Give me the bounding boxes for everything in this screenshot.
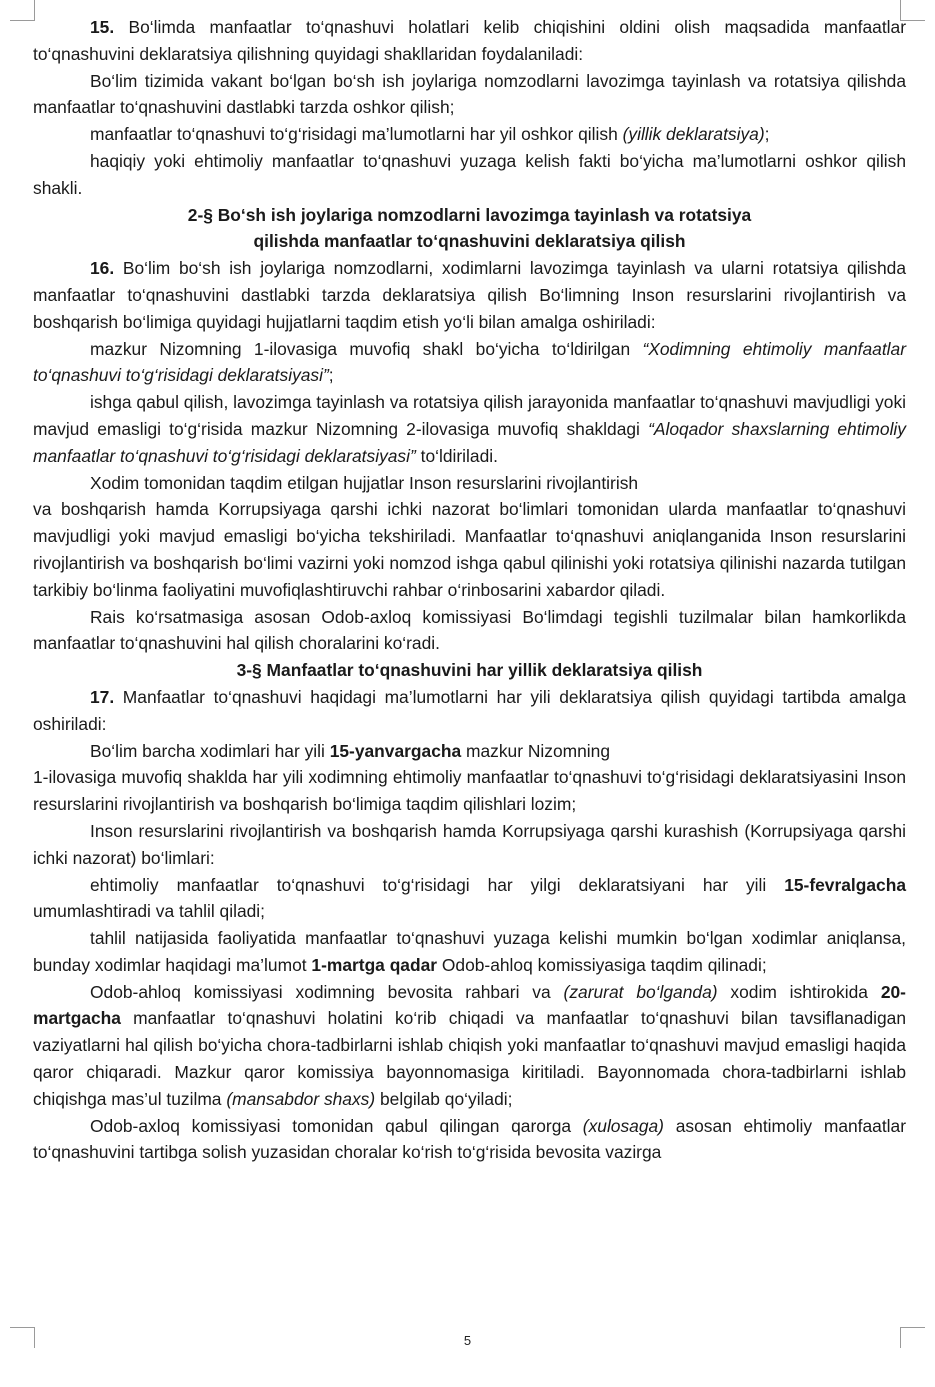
paragraph-tail: Odob-ahloq komissiyasiga taqdim qilinadi; (437, 954, 767, 975)
paragraph-17-deadline-continued: 1-ilovasiga muvofiq shaklda har yili xodimning ehtimoliy manfaatlar to‘qnashuvi to‘g‘risidagi deklaratsiyasini Inson resurslarini rivojlantirish va boshqarish bo‘limiga taqdim qilishlari lozim; (33, 767, 906, 815)
paragraph-16-item-declaration (33, 336, 906, 390)
section-heading-3: 3-§ Manfaatlar to‘qnashuvini har yillik deklaratsiya qilish (236, 660, 703, 681)
paragraph-17-summarize (33, 872, 906, 926)
italic-note: (zarurat bo‘lganda) (563, 981, 718, 1002)
paragraph-text: Bo‘lim barcha xodimlari har yili (90, 740, 330, 761)
paragraph-tail: asosan ehtimoliy manfaatlar to‘qnashuvini tartibga solish yuzasidan choralar ko‘rish to‘g‘risida bevosita vazirga (33, 1115, 907, 1163)
paragraph-tail: ; (764, 124, 770, 145)
paragraph-tail: ; (328, 365, 334, 386)
paragraph-15-item-fact: haqiqiy yoki ehtimoliy manfaatlar to‘qnashuvi yuzaga kelish fakti bo‘yicha ma’lumotlarni oshkor qilish shakli. (33, 150, 906, 198)
section-heading-line-2: qilishda manfaatlar to‘qnashuvini deklaratsiya qilish (253, 231, 686, 252)
paragraph-17-commission-review (33, 979, 906, 1113)
paragraph-text: ehtimoliy manfaatlar to‘qnashuvi to‘g‘risidagi har yilgi deklaratsiyani har yili (90, 874, 785, 895)
paragraph-text: ishga qabul qilish, lavozimga tayinlash va rotatsiya qilish jarayonida manfaatlar to‘qnashuvi mavjudligi yoki mavjud emasligi to‘g‘risida mazkur Nizomning 2-ilovasiga muvofiq shakldagi (33, 392, 906, 439)
paragraph-text: manfaatlar to‘qnashuvi holatini ko‘rib chiqadi va manfaatlar to‘qnashuvi bilan tavsiflanadigan vaziyatlarni hal qilish bo‘yicha chora-tadbirlarni ishlab chiqish yoki manfaatlar to‘qnashuvi mavjud emasligi haqida qaror chiqaradi. Mazkur qaror komissiya bayonnomasiga kiritiladi. Bayonnomada chora-tadbirlarni ishlab chiqishga mas’ul tuzilma (33, 1008, 906, 1109)
paragraph-17-deadline-first-line (33, 738, 906, 765)
paragraph-15 (33, 14, 906, 68)
paragraph-16-ethics-commission: Rais ko‘rsatmasiga asosan Odob-axloq komissiyasi Bo‘limdagi tegishli tuzilmalar bilan hamkorlikda manfaatlar to‘qnashuvini hal qilish choralarini ko‘radi. (33, 606, 906, 654)
paragraph-text: Manfaatlar to‘qnashuvi haqidagi ma’lumotlarni har yili deklaratsiya qilish quyidagi tartibda amalga oshiriladi: (33, 686, 906, 734)
deadline-bold: 1-martga qadar (311, 954, 438, 975)
paragraph-text: Bo‘lim bo‘sh ish joylariga nomzodlarni, xodimlarni lavozimga tayinlash va ularni rotatsiya qilishda manfaatlar to‘qnashuvini dastlabki tarzda deklaratsiya qilish Bo‘limning Inson resurslarini rivojlantirish va boshqarish bo‘limiga quyidagi hujjatlarni taqdim etish yo‘li bilan amalga oshiriladi: (33, 258, 906, 332)
italic-document-title: “Aloqador shaxslarning ehtimoliy manfaatlar to‘qnashuvi to‘g‘risidagi deklaratsiyasi” (33, 418, 906, 466)
italic-note: (xulosaga) (582, 1115, 664, 1136)
deadline-bold: 20-martgacha (33, 981, 906, 1029)
paragraph-15-item-annual (33, 121, 906, 148)
paragraph-text: Odob-ahloq komissiyasi xodimning bevosita rahbari va (90, 981, 564, 1002)
document-page (33, 14, 906, 1166)
italic-document-title: “Xodimning ehtimoliy manfaatlar to‘qnashuvi to‘g‘risidagi deklaratsiyasi” (33, 338, 906, 386)
page-number: 5 (463, 1333, 472, 1348)
deadline-bold: 15-fevralgacha (784, 874, 906, 895)
paragraph-17-decision (33, 1113, 906, 1167)
paragraph-tail: to‘ldiriladi. (415, 445, 498, 466)
paragraph-17-departments: Inson resurslarini rivojlantirish va boshqarish hamda Korrupsiyaga qarshi kurashish (Korrupsiyaga qarshi ichki nazorat) bo‘limlari: (33, 820, 906, 868)
paragraph-16 (33, 255, 906, 335)
paragraph-number: 16. (90, 258, 115, 279)
italic-note: (mansabdor shaxs) (226, 1088, 376, 1109)
paragraph-text: Odob-axloq komissiyasi tomonidan qabul qilingan qarorga (90, 1115, 583, 1136)
paragraph-text: mazkur Nizomning (461, 740, 611, 761)
paragraph-number: 15. (90, 17, 115, 37)
paragraph-text: mazkur Nizomning 1-ilovasiga muvofiq shakl bo‘yicha to‘ldirilgan (90, 338, 643, 359)
page-corner-mark-top-left (10, 0, 35, 21)
section-heading-line-1: 2-§ Bo‘sh ish joylariga nomzodlarni lavozimga tayinlash va rotatsiya (187, 204, 752, 225)
paragraph-tail: belgilab qo‘yiladi; (375, 1088, 513, 1109)
section-heading-2 (33, 202, 906, 256)
paragraph-16-verification-continued: va boshqarish hamda Korrupsiyaga qarshi ichki nazorat bo‘limlari tomonidan ularda manfaatlar to‘qnashuvi mavjudligi yoki mavjud emasligi bo‘yicha tekshiriladi. Manfaatlar to‘qnashuvi aniqlanganida Inson resurslarini rivojlantirish va boshqarish bo‘limi vazirni yoki nomzod ishga qabul qilinishi yoki rotatsiya qilinishi nazarda tutilgan tarkibiy bo‘linma faoliyatini muvofiqlashtiruvchi rahbar o‘rinbosarini xabardor qiladi. (33, 499, 906, 600)
deadline-bold: 15-yanvargacha (329, 740, 462, 761)
paragraph-15-item-vacancy: Bo‘lim tizimida vakant bo‘lgan bo‘sh ish joylariga nomzodlarni lavozimga tayinlash va rotatsiya qilishda manfaatlar to‘qnashuvini dastlabki tarzda oshkor qilish; (33, 70, 906, 118)
italic-note: (yillik deklaratsiya) (622, 124, 765, 145)
paragraph-tail: umumlashtiradi va tahlil qiladi; (33, 901, 265, 922)
paragraph-number: 17. (90, 686, 115, 707)
paragraph-text: Bo‘limda manfaatlar to‘qnashuvi holatlari kelib chiqishini oldini olish maqsadida manfaatlar to‘qnashuvini deklaratsiya qilishning quyidagi shakllaridan foydalaniladi: (33, 17, 906, 64)
paragraph-text: xodim ishtirokida (717, 981, 881, 1002)
paragraph-text: manfaatlar to‘qnashuvi to‘g‘risidagi ma’lumotlarni har yil oshkor qilish (90, 124, 623, 145)
paragraph-17 (33, 684, 906, 738)
paragraph-16-verification-first-line: Xodim tomonidan taqdim etilgan hujjatlar Inson resurslarini rivojlantirish (90, 472, 639, 493)
paragraph-text: tahlil natijasida faoliyatida manfaatlar to‘qnashuvi yuzaga kelishi mumkin bo‘lgan xodimlar aniqlansa, bunday xodimlar haqidagi ma’lumot (33, 928, 906, 975)
paragraph-17-analysis (33, 925, 906, 979)
paragraph-16-item-related-persons (33, 389, 906, 469)
